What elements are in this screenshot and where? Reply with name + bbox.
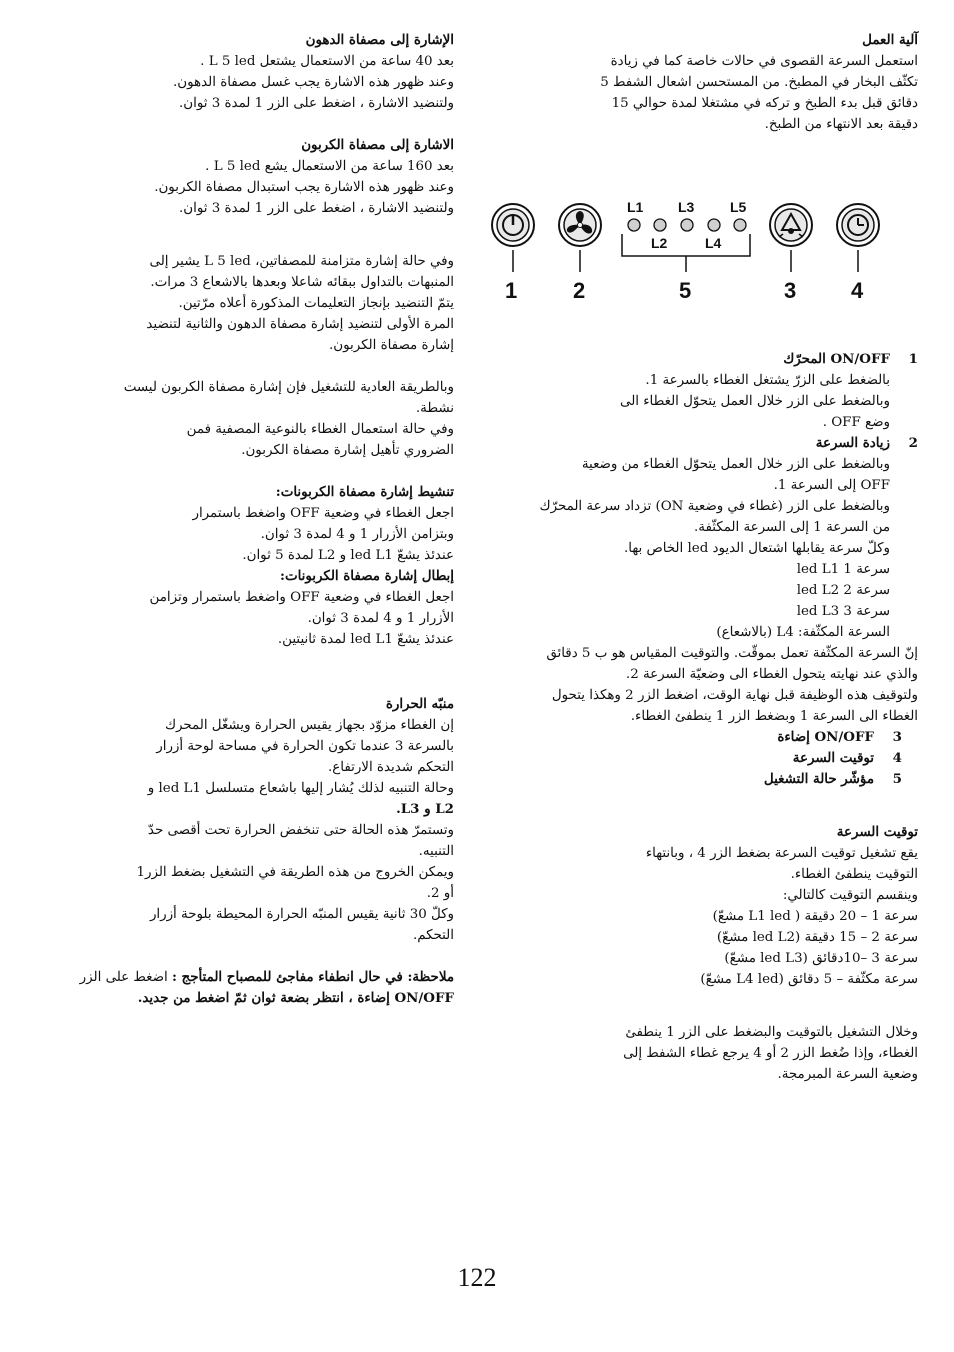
timer-section — [500, 822, 918, 990]
normal-line: نشطة. — [415, 401, 454, 416]
page-number: 122 — [457, 1263, 497, 1292]
timer-line: التوقيت ينطفئ الغطاء. — [790, 867, 918, 882]
item-number: 2 — [908, 435, 918, 451]
speed-increase-section — [500, 433, 918, 727]
power-icon — [492, 204, 534, 246]
note-title: ملاحظة: في حال انطفاء مفاجئ للمصباح المتأجج : — [171, 969, 454, 985]
timer-line: وينقسم التوقيت كالتالي: — [782, 888, 918, 903]
timer-end-section — [500, 1022, 918, 1085]
mechanism-line: تكثّف البخار في المطبخ. من المستحسن اشعال الشفط 5 — [600, 75, 918, 90]
timer-line: سرعة 2 – 15 دقيقة (led L2 مشعّ) — [716, 930, 918, 945]
carbon-line: ولتنضيد الاشارة ، اضغط على الزر 1 لمدة 3 ثوان. — [179, 201, 454, 216]
carbon-line: وعند ظهور هذه الاشارة يجب استبدال مصفاة الكربون. — [154, 180, 454, 195]
item-line: OFF إلى السرعة 1. — [773, 478, 890, 493]
right-column — [500, 30, 918, 135]
button-number-4: 4 — [851, 278, 864, 303]
led-l3 — [681, 219, 693, 231]
left-column — [38, 30, 454, 1009]
timer-end-line: الغطاء، وإذا ضُغط الزر 2 أو 4 يرجع غطاء الشفط إلى — [623, 1046, 918, 1061]
grease-line: وعند ظهور هذه الاشارة يجب غسل مصفاة الدهون. — [173, 75, 454, 90]
deactivate-line: اجعل الغطاء في وضعية OFF واضغط باستمرار وتزامن — [149, 590, 454, 605]
thermal-line: وتستمرّ هذه الحالة حتى تنخفض الحرارة تحت أقصى حدّ — [147, 823, 454, 838]
led-l5 — [734, 219, 746, 231]
item-line: وكلّ سرعة يقابلها اشتعال الديود led الخاص بها. — [624, 541, 890, 556]
item-number: 1 — [908, 351, 918, 367]
led-indicators — [622, 199, 750, 256]
thermal-line: أو 2. — [426, 886, 454, 901]
control-panel-svg — [486, 190, 886, 320]
item-line: بالضغط على الزرّ يشتغل الغطاء بالسرعة 1. — [645, 373, 890, 388]
timer-title: توقيت السرعة — [836, 824, 918, 840]
item-number: 5 — [892, 771, 902, 787]
right-column-lower — [500, 349, 918, 1085]
both-line: المنبهات بالتداول ببقائه شاعلا وبعدها بالاشعاع 3 مرات. — [150, 275, 454, 290]
light-icon — [770, 204, 812, 246]
item-line: وضع OFF . — [822, 415, 890, 430]
activate-line: اجعل الغطاء في وضعية OFF واضغط باستمرار — [192, 506, 454, 521]
item-title: توقيت السرعة — [792, 750, 874, 766]
thermal-line: بالسرعة 3 عندما تكون الحرارة في مساحة لوحة أزرار — [156, 739, 454, 754]
note-line — [38, 967, 454, 988]
grease-line: بعد 40 ساعة من الاستعمال يشتعل L 5 led . — [200, 54, 454, 69]
item-line: من السرعة 1 إلى السرعة المكثّفة. — [694, 520, 890, 535]
button-number-3: 3 — [784, 278, 797, 303]
timer-line: سرعة مكثّفة – 5 دقائق (L4 led مشعّ) — [700, 972, 918, 987]
led-l1 — [628, 219, 640, 231]
items-3-5 — [500, 727, 918, 790]
normal-line: وفي حالة استعمال الغطاء بالنوعية المصفية فمن — [186, 422, 454, 437]
item-title: مؤشّر حالة التشغيل — [763, 771, 874, 787]
thermal-line: ويمكن الخروج من هذه الطريقة في التشغيل بضغط الزر1 — [136, 865, 454, 880]
control-panel-diagram — [486, 190, 886, 320]
mechanism-section — [500, 30, 918, 135]
carbon-line: بعد 160 ساعة من الاستعمال يشع L 5 led . — [205, 159, 454, 174]
item-title: ON/OFF المحرّك — [783, 351, 890, 367]
led-label-l5: L5 — [730, 199, 747, 215]
both-line: المرة الأولى لتنضيد إشارة مصفاة الدهون والثانية لتنضيد — [146, 317, 454, 332]
thermal-alarm-section — [38, 694, 454, 946]
timer-line: يقع تشغيل توقيت السرعة بضغط الزر 4 ، وبانتهاء — [645, 846, 918, 861]
speed-led-line: السرعة المكثّفة: L4 (بالاشعاع) — [716, 625, 890, 640]
both-line: إشارة مصفاة الكربون. — [329, 338, 454, 353]
speed-led-line: سرعة 3 led L3 — [796, 604, 890, 619]
carbon-filter-section — [38, 135, 454, 219]
mechanism-title: آلية العمل — [862, 32, 918, 48]
normal-line: وبالطريقة العادية للتشغيل فإن إشارة مصفاة الكربون ليست — [123, 380, 454, 395]
carbon-title: الاشارة إلى مصفاة الكربون — [301, 137, 454, 153]
button-number-5: 5 — [679, 278, 692, 303]
item-line: وبالضغط على الزر (غطاء في وضعية ON) تزداد سرعة المحرّك — [539, 499, 890, 514]
item-title: ON/OFF إضاءة — [777, 729, 874, 745]
thermal-line: التنبيه. — [418, 844, 454, 859]
item-line: إنّ السرعة المكثّفة تعمل بموقّت. والتوقيت المقياس هو ب 5 دقائق — [546, 646, 918, 661]
both-filters-section — [38, 251, 454, 356]
mechanism-line: دقيقة بعد الانتهاء من الطبخ. — [764, 117, 918, 132]
grease-filter-section — [38, 30, 454, 114]
normal-mode-section — [38, 377, 454, 461]
item-number: 3 — [892, 729, 902, 745]
note-text: اضغط على الزر — [79, 970, 168, 985]
mechanism-line: دقائق قبل بدء الطبخ و تركه في مشتغلا لمدة حوالي 15 — [611, 96, 918, 111]
led-l4 — [708, 219, 720, 231]
mechanism-line: استعمل السرعة القصوى في حالات خاصة كما في زيادة — [610, 54, 918, 69]
deactivate-title: إبطال إشارة مصفاة الكربونات: — [280, 568, 454, 584]
thermal-line: L2 و L3. — [396, 801, 454, 817]
activate-title: تنشيط إشارة مصفاة الكربونات: — [275, 484, 454, 500]
both-line: وفي حالة إشارة متزامنة للمصفاتين، L 5 led يشير إلى — [149, 254, 454, 269]
timer-line: سرعة 1 – 20 دقيقة ( L1 led مشعّ) — [712, 909, 918, 924]
leader-lines — [513, 250, 858, 272]
timer-end-line: وضعية السرعة المبرمجة. — [777, 1067, 918, 1082]
thermal-line: التحكم. — [412, 928, 454, 943]
timer-end-line: وخلال التشغيل بالتوقيت والبضغط على الزر 1 ينطفئ — [625, 1025, 918, 1040]
deactivate-line: الأزرار 1 و 4 لمدة 3 ثوان. — [307, 611, 454, 626]
timer-line: سرعة 3 –10دقائق (led L3 مشعّ) — [724, 951, 918, 966]
led-l2 — [654, 219, 666, 231]
led-label-l4: L4 — [705, 235, 722, 251]
thermal-line: وكلّ 30 ثانية يقيس المنبّه الحرارة المحيطة بلوحة أزرار — [149, 907, 454, 922]
thermal-line: وحالة التنبيه لذلك يُشار إليها باشعاع متسلسل led L1 و — [147, 781, 454, 796]
button-number-1: 1 — [505, 278, 518, 303]
note-line-2: ON/OFF إضاءة ، انتظر بضعة ثوان ثمّ اضغط من جديد. — [137, 990, 454, 1006]
deactivate-carbon-section — [38, 566, 454, 650]
item-line: والذي عند نهايته يتحول الغطاء الى وضعيّة السرعة 2. — [625, 667, 918, 682]
grease-line: ولتنضيد الاشارة ، اضغط على الزر 1 لمدة 3 ثوان. — [179, 96, 454, 111]
item-line: وبالضغط على الزر خلال العمل يتحوّل الغطاء من وضعية — [581, 457, 890, 472]
both-line: يتمّ التنضيد بإنجاز التعليمات المذكورة أعلاه مرّتين. — [178, 296, 454, 311]
speed-led-line: سرعة 2 led L2 — [796, 583, 890, 598]
button-number-2: 2 — [573, 278, 586, 303]
grease-title: الإشارة إلى مصفاة الدهون — [305, 32, 454, 48]
onoff-motor-section — [500, 349, 918, 433]
thermal-title: منبّه الحرارة — [385, 696, 454, 712]
fan-icon — [559, 204, 601, 246]
led-label-l1: L1 — [627, 199, 644, 215]
deactivate-line: عندئذ يشعّ led L1 لمدة ثانيتين. — [277, 632, 454, 647]
clock-icon — [837, 204, 879, 246]
activate-carbon-section — [38, 482, 454, 566]
normal-line: الضروري تأهيل إشارة مصفاة الكربون. — [241, 443, 454, 458]
activate-line: عندئذ يشعّ led L1 و L2 لمدة 5 ثوان. — [242, 548, 454, 563]
thermal-line: إن الغطاء مزوّد بجهاز يقيس الحرارة ويشغّل المحرك — [164, 718, 454, 733]
note-section — [38, 967, 454, 1009]
item-number: 4 — [892, 750, 902, 766]
thermal-line: التحكم شديدة الارتفاع. — [328, 760, 454, 775]
item-line: وبالضغط على الزر خلال العمل يتحوّل الغطاء الى — [620, 394, 890, 409]
activate-line: وبتزامن الأزرار 1 و 4 لمدة 3 ثوان. — [260, 527, 454, 542]
item-title: زيادة السرعة — [815, 435, 890, 451]
item-line: ولتوقيف هذه الوظيفة قبل نهاية الوقت، اضغط الزر 2 وهكذا يتحول — [551, 688, 918, 703]
item-line: الغطاء الى السرعة 1 وبضغط الزر 1 ينطفئ الغطاء. — [630, 709, 918, 724]
led-label-l2: L2 — [651, 235, 668, 251]
speed-led-line: سرعة 1 led L1 — [796, 562, 890, 577]
led-label-l3: L3 — [678, 199, 695, 215]
